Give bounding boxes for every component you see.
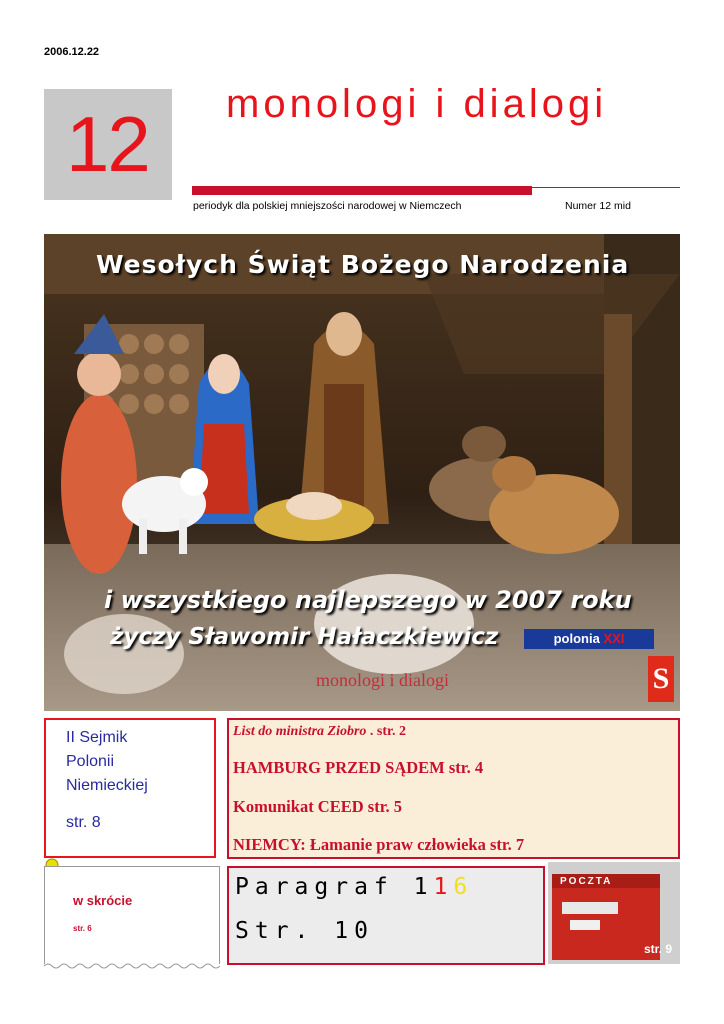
header-red-bar	[192, 186, 532, 195]
polonia-xxi-logo: polonia XXI	[524, 629, 654, 649]
issue-label: Numer 12 mid	[565, 200, 631, 212]
magazine-title: monologi i dialogi	[226, 82, 608, 126]
poczta-page: str. 9	[643, 942, 672, 956]
new-year-greeting: i wszystkiego najlepszego w 2007 roku	[104, 586, 632, 614]
paragraf-title: Paragraf 116	[235, 874, 474, 900]
christmas-greeting: Wesołych Świąt Bożego Narodzenia	[96, 250, 630, 279]
table-of-contents	[227, 718, 680, 859]
sejmik-page: str. 8	[66, 814, 101, 831]
toc-item-ziobro[interactable]: List do ministra Ziobro . str. 2	[233, 724, 406, 739]
toc-item-niemcy[interactable]: NIEMCY: Łamanie praw człowieka str. 7	[233, 835, 525, 854]
header-rule	[532, 187, 680, 188]
sejmik-teaser[interactable]	[44, 718, 216, 858]
poczta-teaser[interactable]	[548, 862, 680, 964]
greeting-signature: życzy Sławomir Hałaczkiewicz	[110, 624, 499, 650]
photo-watermark: monologi i dialogi	[316, 670, 449, 690]
paragraf-page: Str. 10	[235, 918, 374, 944]
briefs-heading: w skrócie	[73, 893, 133, 908]
issue-date: 2006.12.22	[44, 46, 100, 58]
sejmik-title: II Sejmik Polonii Niemieckiej	[66, 729, 148, 794]
cover-photo	[44, 234, 680, 711]
magazine-subtitle: periodyk dla polskiej mniejszości narodowej w Niemczech	[193, 200, 462, 212]
toc-item-ceed[interactable]: Komunikat CEED str. 5	[233, 797, 403, 816]
torn-edge	[44, 962, 220, 970]
issue-number-box	[44, 89, 172, 200]
news-briefs-note[interactable]	[44, 866, 220, 964]
toc-item-hamburg[interactable]: HAMBURG PRZED SĄDEM str. 4	[233, 758, 484, 777]
issue-number-big: 12	[66, 100, 149, 188]
briefs-page: str. 6	[73, 924, 92, 933]
paragraf-teaser[interactable]	[227, 866, 545, 965]
s-logo: S	[648, 656, 674, 702]
postbox-sign: POCZTA	[560, 876, 613, 887]
